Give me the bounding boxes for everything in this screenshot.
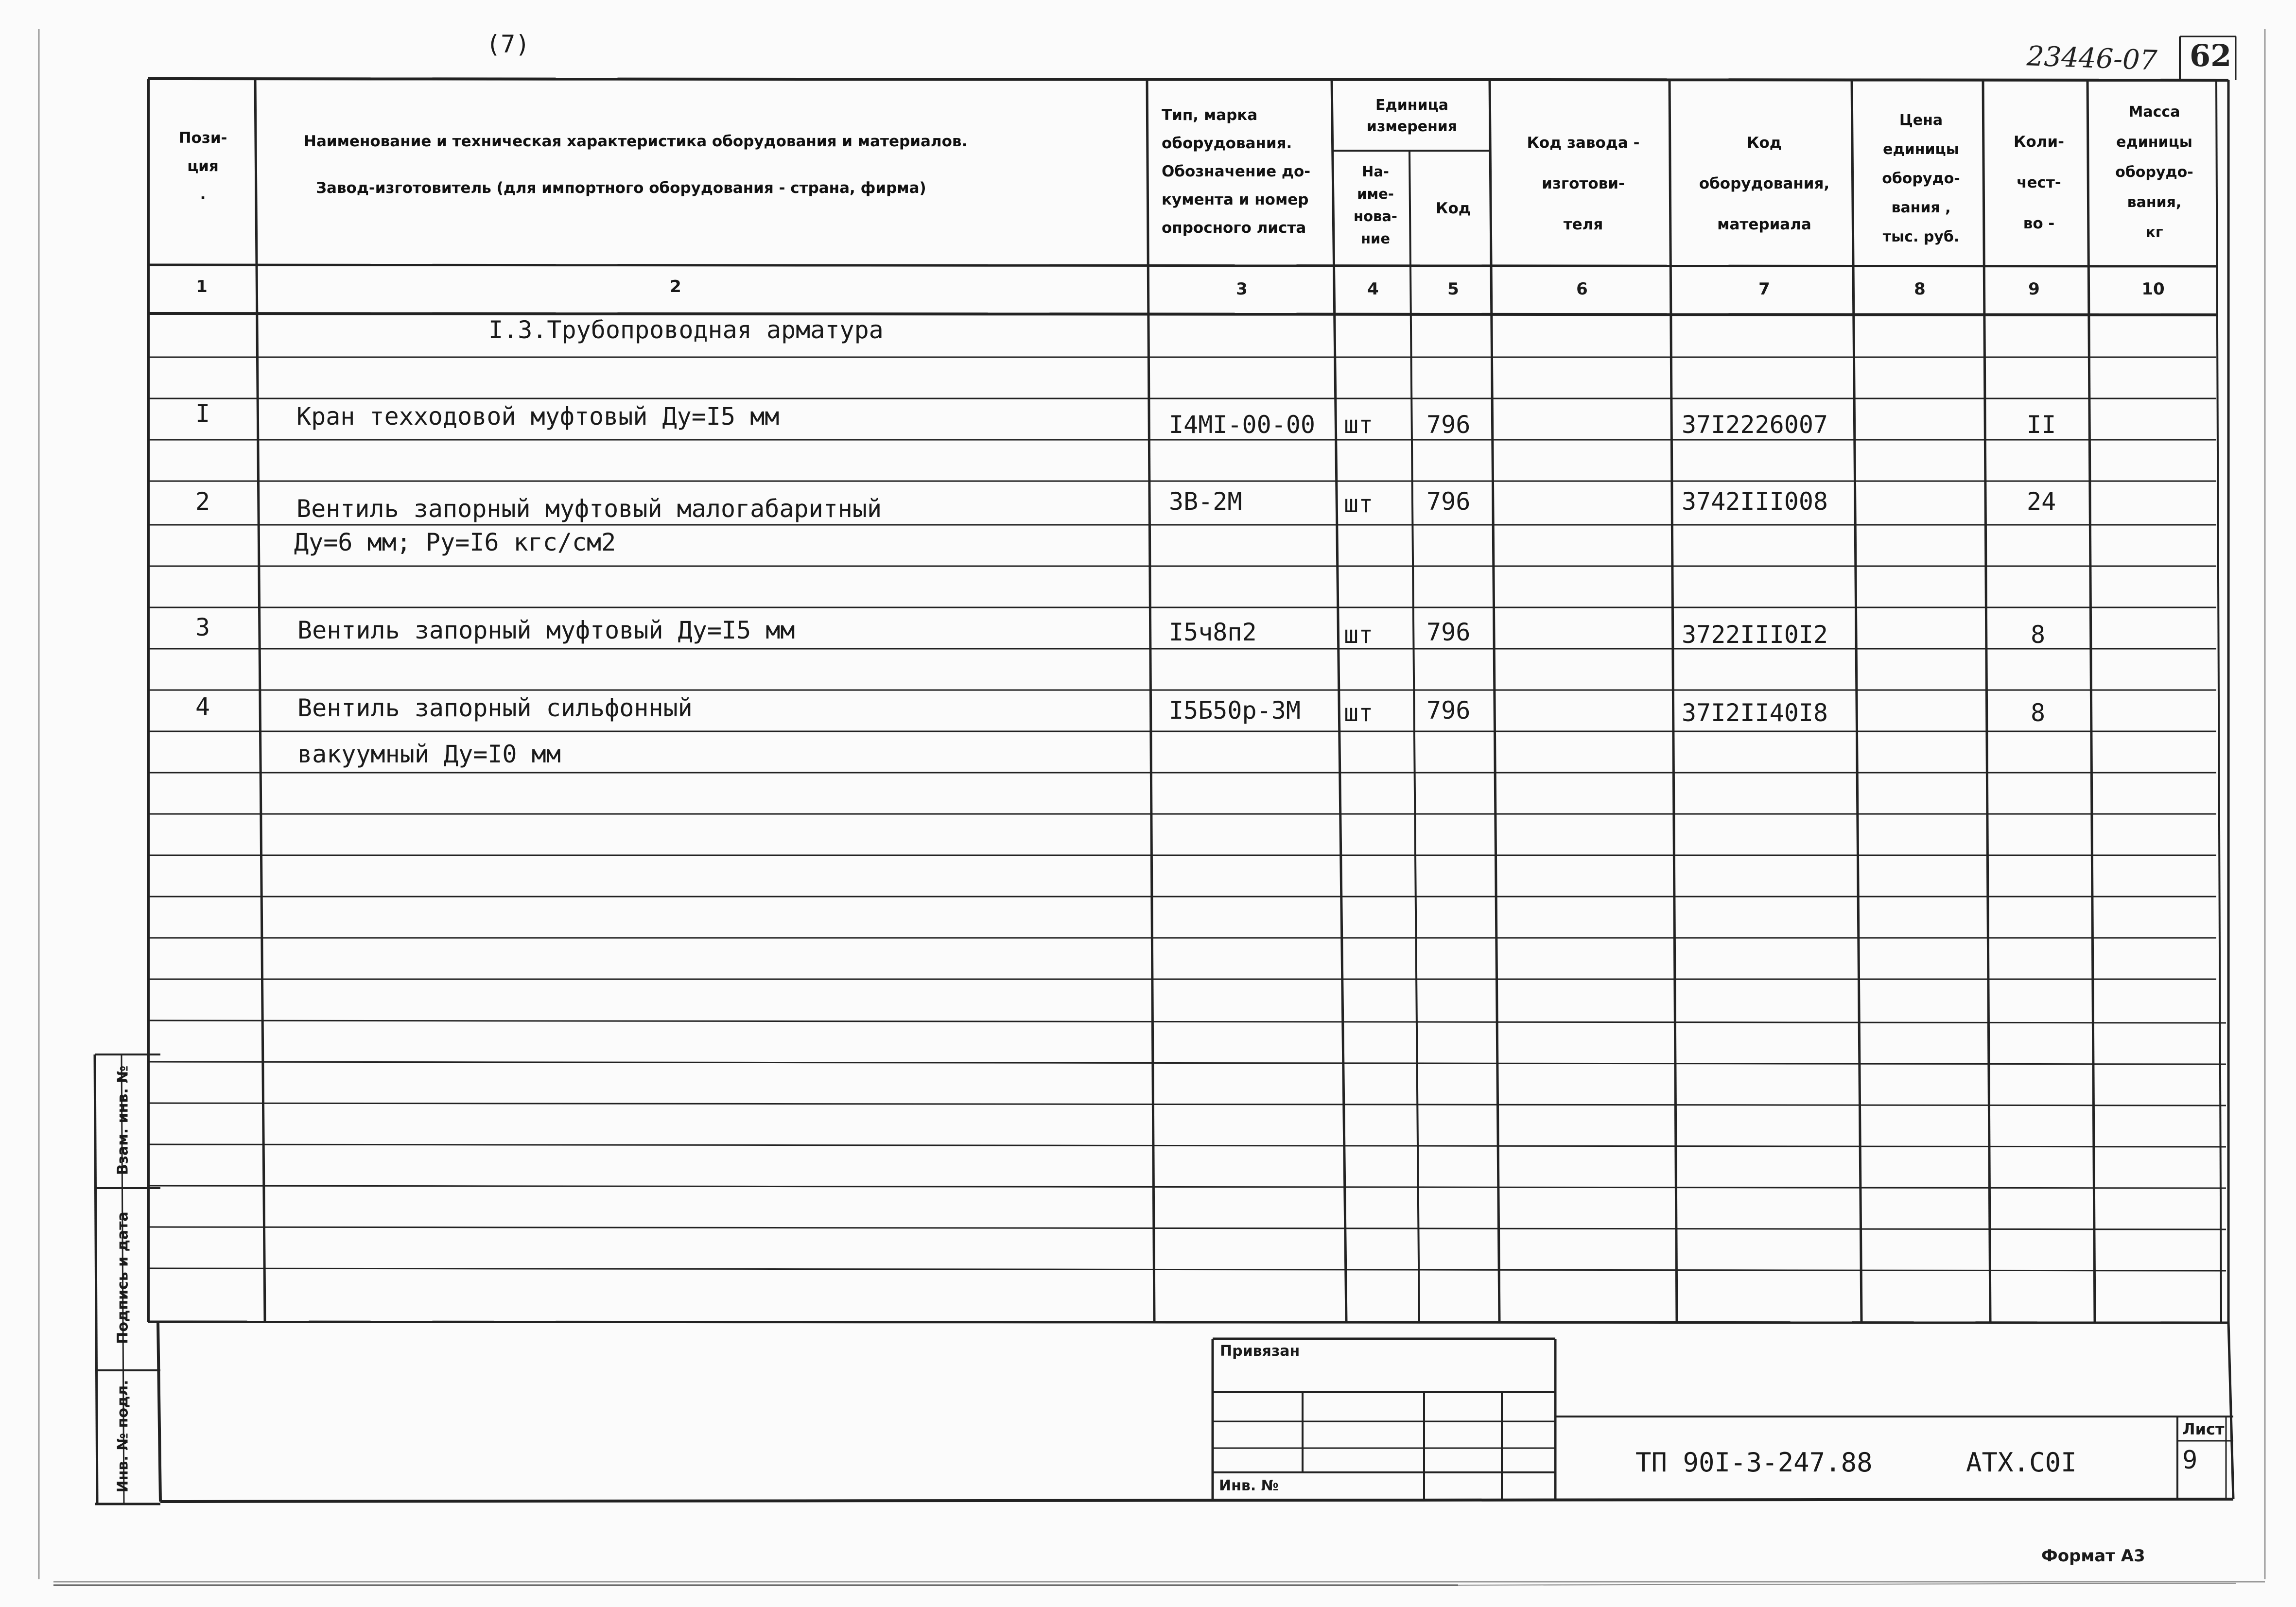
header-mass: Масса единицы оборудо- вания, кг (2115, 104, 2193, 241)
column-number: 9 (2028, 279, 2040, 299)
row-type: I4MI-00-00 (1169, 411, 1316, 439)
column-number: 8 (1914, 279, 1926, 299)
row-name-continued: Ду=6 мм; Ру=I6 кгс/см2 (294, 528, 616, 556)
sheet-label: Лист (2182, 1420, 2225, 1438)
section-title: I.3.Трубопроводная арматура (488, 316, 884, 344)
row-equipment-code: 3722III0I2 (1682, 621, 1828, 649)
header-unit-group: Единица измерения (1366, 97, 1458, 135)
header-factory-code: Код завода - изготови- теля (1527, 134, 1640, 233)
row-position: I (195, 399, 210, 428)
row-type: I5Б50р-3М (1169, 696, 1301, 725)
row-unit-code: 796 (1426, 411, 1471, 439)
row-position: 2 (195, 487, 210, 516)
column-number: 3 (1236, 279, 1248, 299)
row-unit-code: 796 (1426, 487, 1471, 516)
column-number: 7 (1758, 279, 1770, 299)
linked-label: Привязан (1220, 1343, 1300, 1360)
inventory-label: Инв. № (1219, 1477, 1279, 1494)
row-unit-code: 796 (1426, 696, 1471, 725)
header-type: Тип, марка оборудования. Обозначение до- кумента и номер опросного листа (1162, 106, 1311, 237)
row-name: Вентиль запорный сильфонный (297, 694, 693, 722)
header-quantity: Коли- чест- во - (2014, 133, 2064, 232)
row-name: Кран техходовой муфтовый Ду=I5 мм (296, 402, 780, 431)
row-equipment-code: 37I2II40I8 (1682, 699, 1828, 727)
row-name: Вентиль запорный муфтовый малогабаритный (296, 495, 882, 523)
header-position: Пози- ция . (178, 129, 227, 203)
row-unit: шт (1344, 490, 1374, 518)
row-unit: шт (1344, 411, 1374, 439)
row-unit: шт (1344, 621, 1374, 649)
document-code: АТХ.С0I (1966, 1447, 2077, 1478)
sheet-corner-number: 62 (2190, 38, 2232, 73)
header-name-line1: Наименование и техническая характеристика оборудования и материалов. (304, 133, 968, 150)
side-label-original-inv: Инв. № подл. (114, 1380, 132, 1493)
column-number: 10 (2141, 279, 2165, 299)
row-quantity: 8 (2031, 621, 2046, 649)
row-quantity: II (2027, 411, 2056, 439)
column-number: 4 (1367, 279, 1379, 299)
row-position: 4 (195, 692, 210, 721)
row-type: I5ч8п2 (1169, 618, 1257, 646)
column-number: 5 (1447, 279, 1459, 299)
row-name-continued: вакуумный Ду=I0 мм (297, 740, 561, 768)
archive-number: 23446-07 (2026, 40, 2158, 77)
row-name: Вентиль запорный муфтовый Ду=I5 мм (297, 616, 795, 644)
header-price: Цена единицы оборудо- вания , тыс. руб. (1882, 112, 1960, 245)
column-number: 2 (670, 277, 681, 296)
side-label-signature-date: Подпись и дата (114, 1211, 132, 1344)
paper-format: Формат А3 (2041, 1546, 2145, 1566)
column-number: 1 (196, 277, 208, 296)
row-position: 3 (195, 613, 210, 641)
row-quantity: 8 (2031, 699, 2046, 727)
header-equipment-code: Код оборудования, материала (1699, 134, 1830, 233)
row-unit-code: 796 (1426, 618, 1471, 646)
page-marker: (7) (486, 30, 530, 58)
side-label-replacement-inv: Взам. инв. № (114, 1065, 132, 1175)
row-unit: шт (1344, 699, 1374, 727)
document-number: ТП 90I-3-247.88 (1635, 1447, 1873, 1478)
header-name-line2: Завод-изготовитель (для импортного оборудования - страна, фирма) (316, 179, 926, 197)
header-unit-code: Код (1436, 200, 1471, 217)
header-unit-name: На- име- нова- ние (1354, 163, 1397, 247)
sheet-number: 9 (2182, 1446, 2198, 1475)
column-number: 6 (1576, 279, 1588, 299)
row-equipment-code: 3742III008 (1682, 487, 1828, 516)
row-equipment-code: 37I2226007 (1682, 411, 1828, 439)
row-quantity: 24 (2027, 487, 2056, 516)
row-type: 3В-2М (1169, 487, 1242, 516)
